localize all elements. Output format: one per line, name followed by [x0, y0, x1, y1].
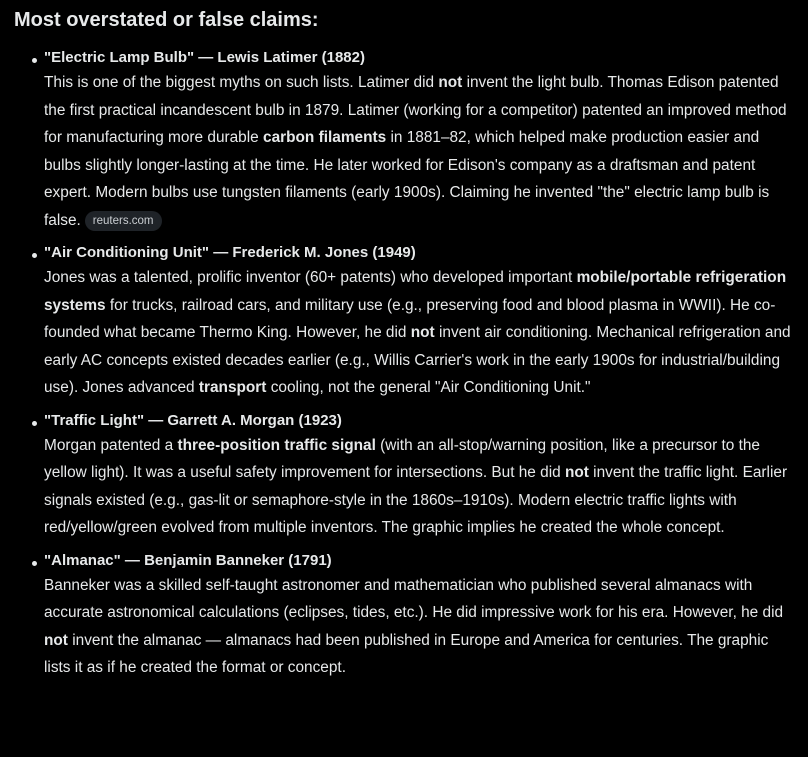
body-text: invent the light bulb. Thomas Edison patented the first practical incandescent bulb in 1879. Latimer (working for a competitor) patented an improved method for manufacturing more durable [44, 74, 787, 146]
body-text: Banneker was a skilled self-taught astronomer and mathematician who published several almanacs with accurate astronomical calculations (eclipses, tides, etc.). He did impressive work for his era. However, he did [44, 576, 784, 621]
emphasis-text: not [564, 464, 589, 481]
claim-body [44, 264, 794, 402]
body-text: Morgan patented a [44, 436, 178, 454]
body-text: (with an all-stop/warning position, like a precursor to the yellow light). It was a useful safety improvement for intersections. But he did [44, 436, 760, 481]
claim-body [44, 432, 794, 542]
body-text: invent the almanac — almanacs had been published in Europe and America for centuries. The graphic lists it as if he created the format or concept. [44, 631, 769, 676]
body-text: Jones was a talented, prolific inventor (60+ patents) who developed important [44, 269, 577, 286]
emphasis-text: transport [198, 379, 267, 396]
claim-title: "Traffic Light" — Garrett A. Morgan (1923) [44, 411, 342, 429]
claims-list [14, 46, 794, 682]
section-heading: Most overstated or false claims: [14, 9, 319, 31]
claim-title: "Air Conditioning Unit" — Frederick M. Jones (1949) [44, 244, 416, 261]
body-text: This is one of the biggest myths on such lists. Latimer did [44, 74, 439, 91]
emphasis-text: mobile/portable refrigeration systems [44, 269, 787, 314]
body-text: for trucks, railroad cars, and military use (e.g., preserving food and blood plasma in WWII). He co-founded what became Thermo King. However, he did [44, 296, 776, 341]
claim-item [14, 241, 794, 402]
emphasis-text: three-position traffic signal [177, 436, 376, 454]
claim-title: "Electric Lamp Bulb" — Lewis Latimer (1882) [44, 49, 365, 66]
claim-title: "Almanac" — Benjamin Banneker (1791) [44, 551, 332, 569]
body-text: invent air conditioning. Mechanical refrigeration and early AC concepts existed decades earlier (e.g., Willis Carrier's work in the early 1900s for industrial/building use). Jones advanced [44, 324, 791, 396]
claim-item [14, 549, 794, 682]
emphasis-text: carbon filaments [263, 129, 387, 146]
body-text: invent the traffic light. Earlier signals existed (e.g., gas-lit or semaphore-style in the 1860s–1910s). Modern electric traffic lights with red/yellow/green evolved from multiple inventors. The graphic implies he created the whole concept. [44, 464, 788, 536]
body-text: in 1881–82, which helped make production easier and bulbs slightly longer-lasting at the time. He later worked for Edison's company as a draftsman and patent expert. Modern bulbs use tungsten filaments (early 1900s). Claiming he invented "the" electric lamp bulb is false. [44, 129, 770, 229]
claim-item [14, 409, 794, 542]
emphasis-text: not [44, 631, 68, 649]
source-citation-chip[interactable]: reuters.com [85, 211, 162, 231]
emphasis-text: not [410, 324, 435, 341]
claim-item [14, 46, 794, 234]
claim-body [44, 572, 794, 682]
emphasis-text: not [438, 74, 463, 91]
claim-body [44, 69, 794, 234]
body-text: cooling, not the general "Air Conditioning Unit." [266, 379, 591, 396]
